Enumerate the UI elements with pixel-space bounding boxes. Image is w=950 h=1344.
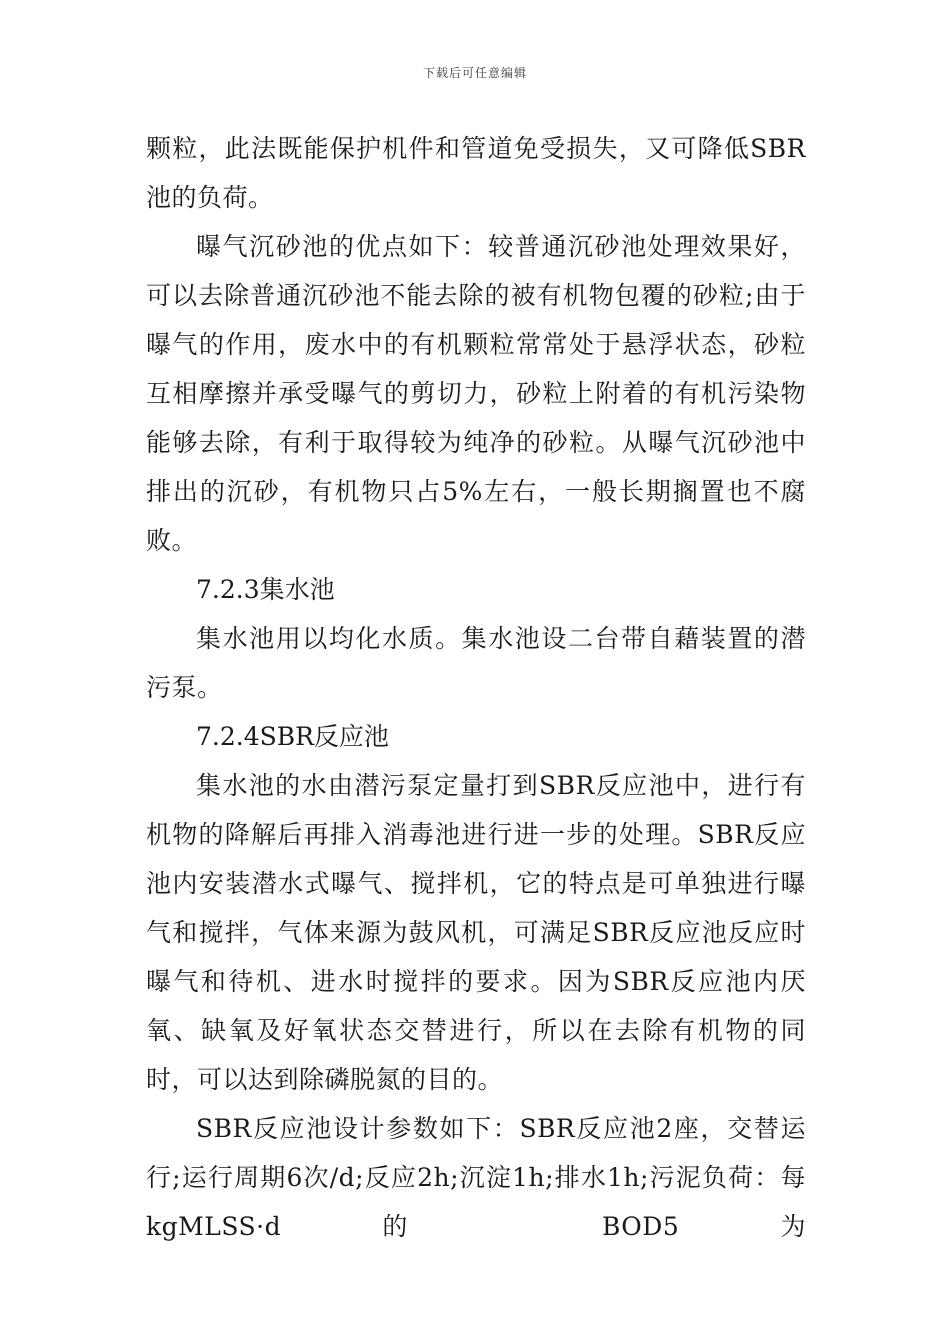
section-heading-7-2-3: 7.2.3集水池 <box>196 575 335 604</box>
paragraph-4: 集水池的水由潜污泵定量打到SBR反应池中，进行有机物的降解后再排入消毒池进行进一步的处理。SBR反应池内安装潜水式曝气、搅拌机，它的特点是可单独进行曝气和搅拌，气体来源为鼓风机，可满足SBR反应池反应时曝气和待机、进水时搅拌的要求。因为SBR反应池内厌氧、缺氧及好氧状态交替进行，所以在去除有机物的同时，可以达到除磷脱氮的目的。 <box>146 771 806 1094</box>
paragraph-5: SBR反应池设计参数如下：SBR反应池2座，交替运行;运行周期6次/d;反应2h;沉淀1h;排水1h;污泥负荷：每kgMLSS·d 的 BOD5 为 <box>146 1114 806 1241</box>
page-header: 下载后可任意编辑 <box>422 66 527 80</box>
section-heading-7-2-4: 7.2.4SBR反应池 <box>196 722 389 751</box>
paragraph-2: 曝气沉砂池的优点如下：较普通沉砂池处理效果好，可以去除普通沉砂池不能去除的被有机物包覆的砂粒;由于曝气的作用，废水中的有机颗粒常常处于悬浮状态，砂粒互相摩擦并承受曝气的剪切力，砂粒上附着的有机污染物能够去除，有利于取得较为纯净的砂粒。从曝气沉砂池中排出的沉砂，有机物只占5%左右，一般长期搁置也不腐败。 <box>146 232 806 555</box>
document-body <box>146 124 806 1251</box>
paragraph-3: 集水池用以均化水质。集水池设二台带自藉装置的潜污泵。 <box>146 624 806 702</box>
paragraph-1: 颗粒，此法既能保护机件和管道免受损失，又可降低SBR池的负荷。 <box>146 134 806 212</box>
